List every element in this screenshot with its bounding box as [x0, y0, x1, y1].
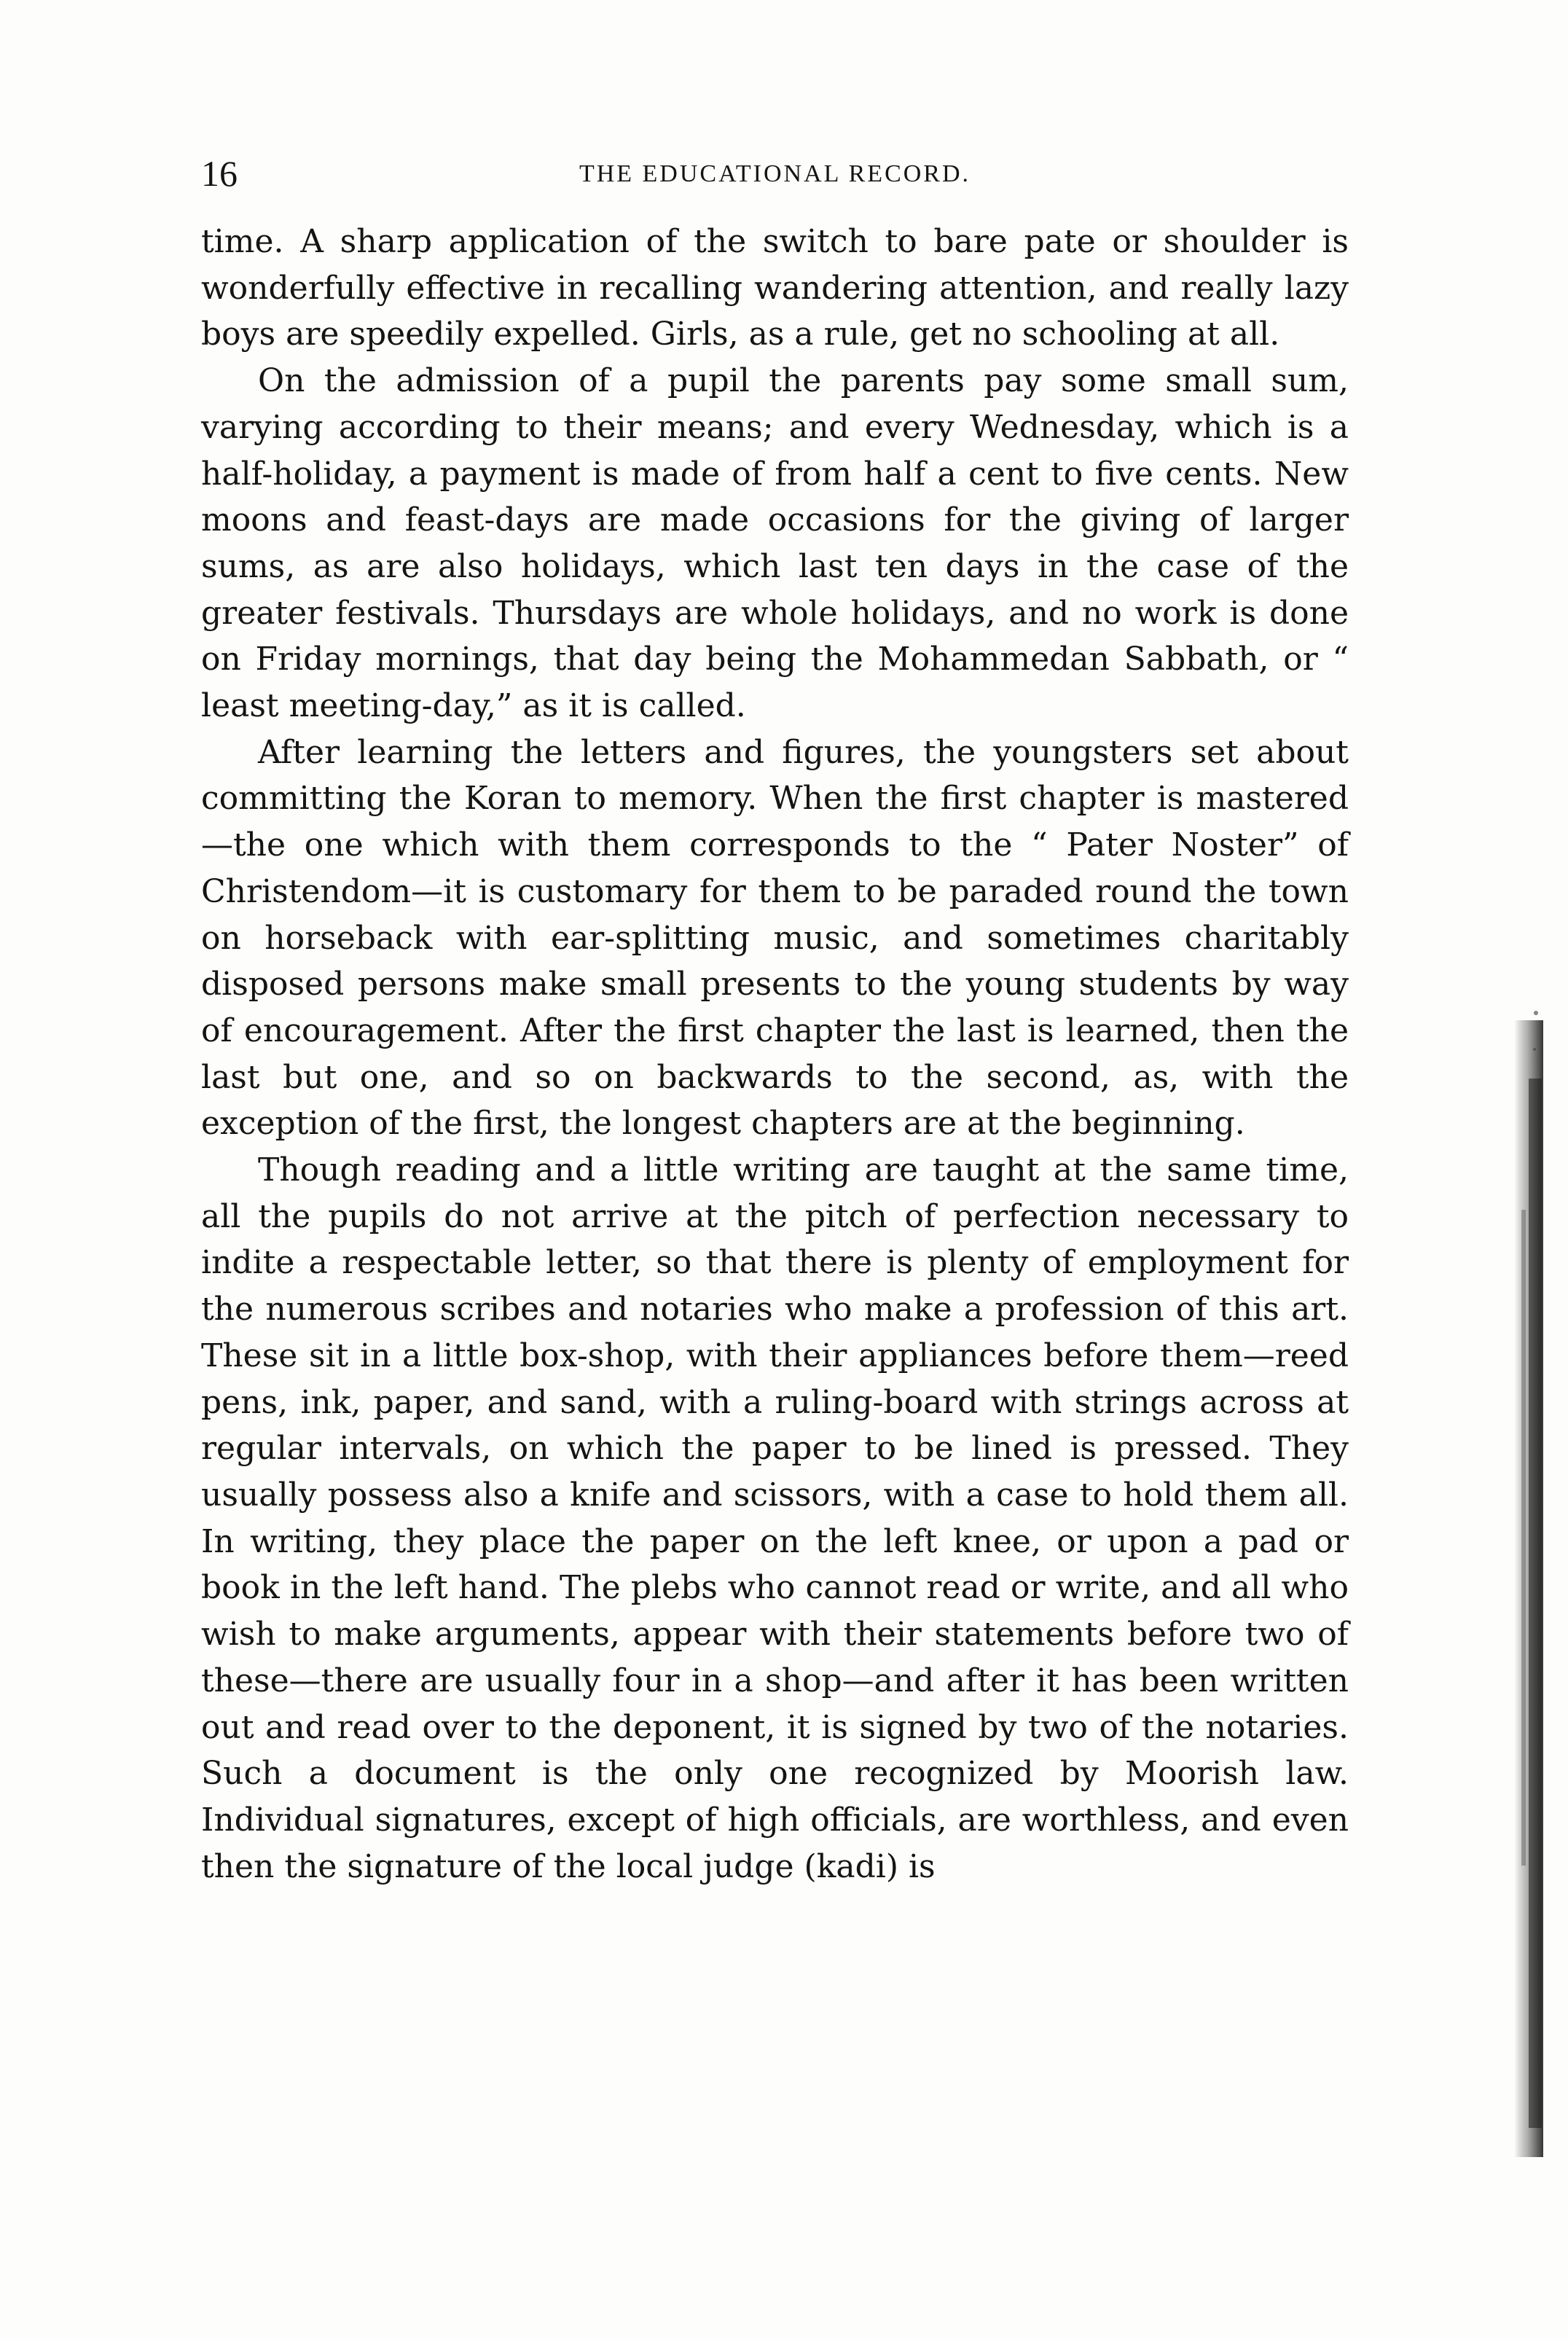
paragraph-3: After learning the letters and figures, the youngsters set about committing the Koran to memory. When the first chapter is mastered—the one which with them corresponds to the “ Pater Noster” of Christendom—it is customary for them to be paraded round the town on horseback with ear-splitting music, and sometimes charitably disposed persons make small presents to the young students by way of encouragement. After the first chapter the last is learned, then the last but one, and so on backwards to the second, as, with the exception of the first, the longest chapters are at the beginning.	[201, 733, 1349, 1143]
body-text	[201, 219, 1349, 1890]
paragraph-2: On the admission of a pupil the parents pay some small sum, varying according to their means; and every Wednesday, which is a half-holiday, a payment is made of from half a cent to five cents. New moons and feast-days are made occasions for the giving of larger sums, as are also holidays, which last ten days in the case of the greater festivals. Thursdays are whole holidays, and no work is done on Friday mornings, that day being the Mohammedan Sabbath, or “ least meeting-day,” as it is called.	[201, 362, 1349, 725]
running-title: THE EDUCATIONAL RECORD.	[579, 160, 971, 187]
page-number: 16	[201, 153, 238, 194]
running-head	[201, 152, 1349, 195]
paragraph-1: time. A sharp application of the switch to bare pate or shoulder is wonderfully effective in recalling wandering attention, and really lazy boys are speedily expelled. Girls, as a rule, get no schooling at all.	[201, 223, 1349, 353]
paragraph-4: Though reading and a little writing are taught at the same time, all the pupils do not arrive at the pitch of perfection necessary to indite a respectable letter, so that there is plenty of employment for the numerous scribes and notaries who make a profession of this art. These sit in a little box-shop, with their appliances before them—reed pens, ink, paper, and sand, with a ruling-board with strings across at regular intervals, on which the paper to be lined is pressed. They usually possess also a knife and scissors, with a case to hold them all. In writing, they place the paper on the left knee, or upon a pad or book in the left hand. The plebs who cannot read or write, and all who wish to make arguments, appear with their statements before two of these—there are usually four in a shop—and after it has been written out and read over to the deponent, it is signed by two of the notaries. Such a document is the only one recognized by Moorish law. Individual signatures, except of high officials, are worthless, and even then the signature of the local judge (kadi) is	[201, 1151, 1349, 1885]
binding-edge-shadow	[1470, 991, 1558, 2157]
